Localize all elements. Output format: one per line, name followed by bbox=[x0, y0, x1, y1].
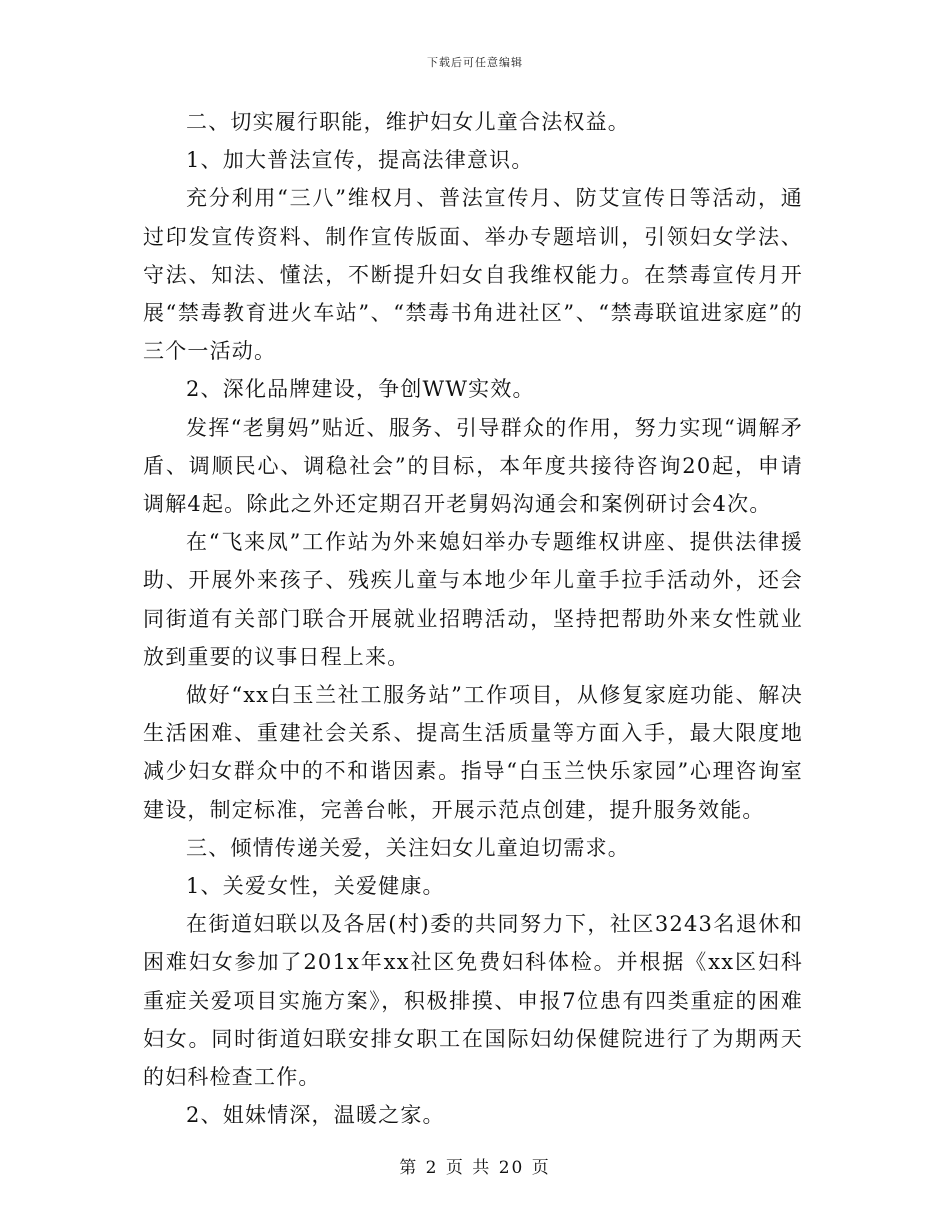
section-heading-2: 二、切实履行职能，维护妇女儿童合法权益。 bbox=[186, 110, 630, 134]
paragraph-baiyulan: 做好“xx白玉兰社工服务站”工作项目，从修复家庭功能、解决生活困难、重建社会关系、提高生活质量等方面入手，最大限度地减少妇女群众中的不和谐因素。指导“白玉兰快乐家园”心理咨询室建设，制定标准，完善台帐，开展示范点创建，提升服务效能。 bbox=[143, 683, 803, 822]
paragraph-laojiuma: 发挥“老舅妈”贴近、服务、引导群众的作用，努力实现“调解矛盾、调顺民心、调稳社会”的目标，本年度共接待咨询20起，申请调解4起。除此之外还定期召开老舅妈沟通会和案例研讨会4次。 bbox=[143, 415, 803, 517]
page-number: 第 2 页 共 20 页 bbox=[399, 1158, 551, 1178]
subheading-3-1: 1、关爱女性，关爱健康。 bbox=[186, 874, 445, 899]
section-heading-3: 三、倾情传递关爱，关注妇女儿童迫切需求。 bbox=[186, 835, 630, 860]
page-header-note: 下载后可任意编辑 bbox=[427, 56, 523, 69]
document-body bbox=[143, 103, 803, 1134]
paragraph-legal-publicity: 充分利用“三八”维权月、普法宣传月、防艾宣传日等活动，通过印发宣传资料、制作宣传版面、举办专题培训，引领妇女学法、守法、知法、懂法，不断提升妇女自我维权能力。在禁毒宣传月开展“禁毒教育进火车站”、“禁毒书角进社区”、“禁毒联谊进家庭”的三个一活动。 bbox=[143, 186, 803, 364]
subheading-2-1: 1、加大普法宣传，提高法律意识。 bbox=[186, 148, 534, 173]
paragraph-feilaifeng: 在“飞来凤”工作站为外来媳妇举办专题维权讲座、提供法律援助、开展外来孩子、残疾儿童与本地少年儿童手拉手活动外，还会同街道有关部门联合开展就业招聘活动，坚持把帮助外来女性就业放到重要的议事日程上来。 bbox=[143, 530, 803, 669]
paragraph-health-checkup: 在街道妇联以及各居(村)委的共同努力下，社区3243名退休和困难妇女参加了201x年xx社区免费妇科体检。并根据《xx区妇科重症关爱项目实施方案》，积极排摸、申报7位患有四类重症的困难妇女。同时街道妇联安排女职工在国际妇幼保健院进行了为期两天的妇科检查工作。 bbox=[143, 912, 803, 1090]
subheading-3-2: 2、姐妹情深，温暖之家。 bbox=[186, 1103, 445, 1128]
subheading-2-2: 2、深化品牌建设，争创WW实效。 bbox=[186, 377, 535, 402]
